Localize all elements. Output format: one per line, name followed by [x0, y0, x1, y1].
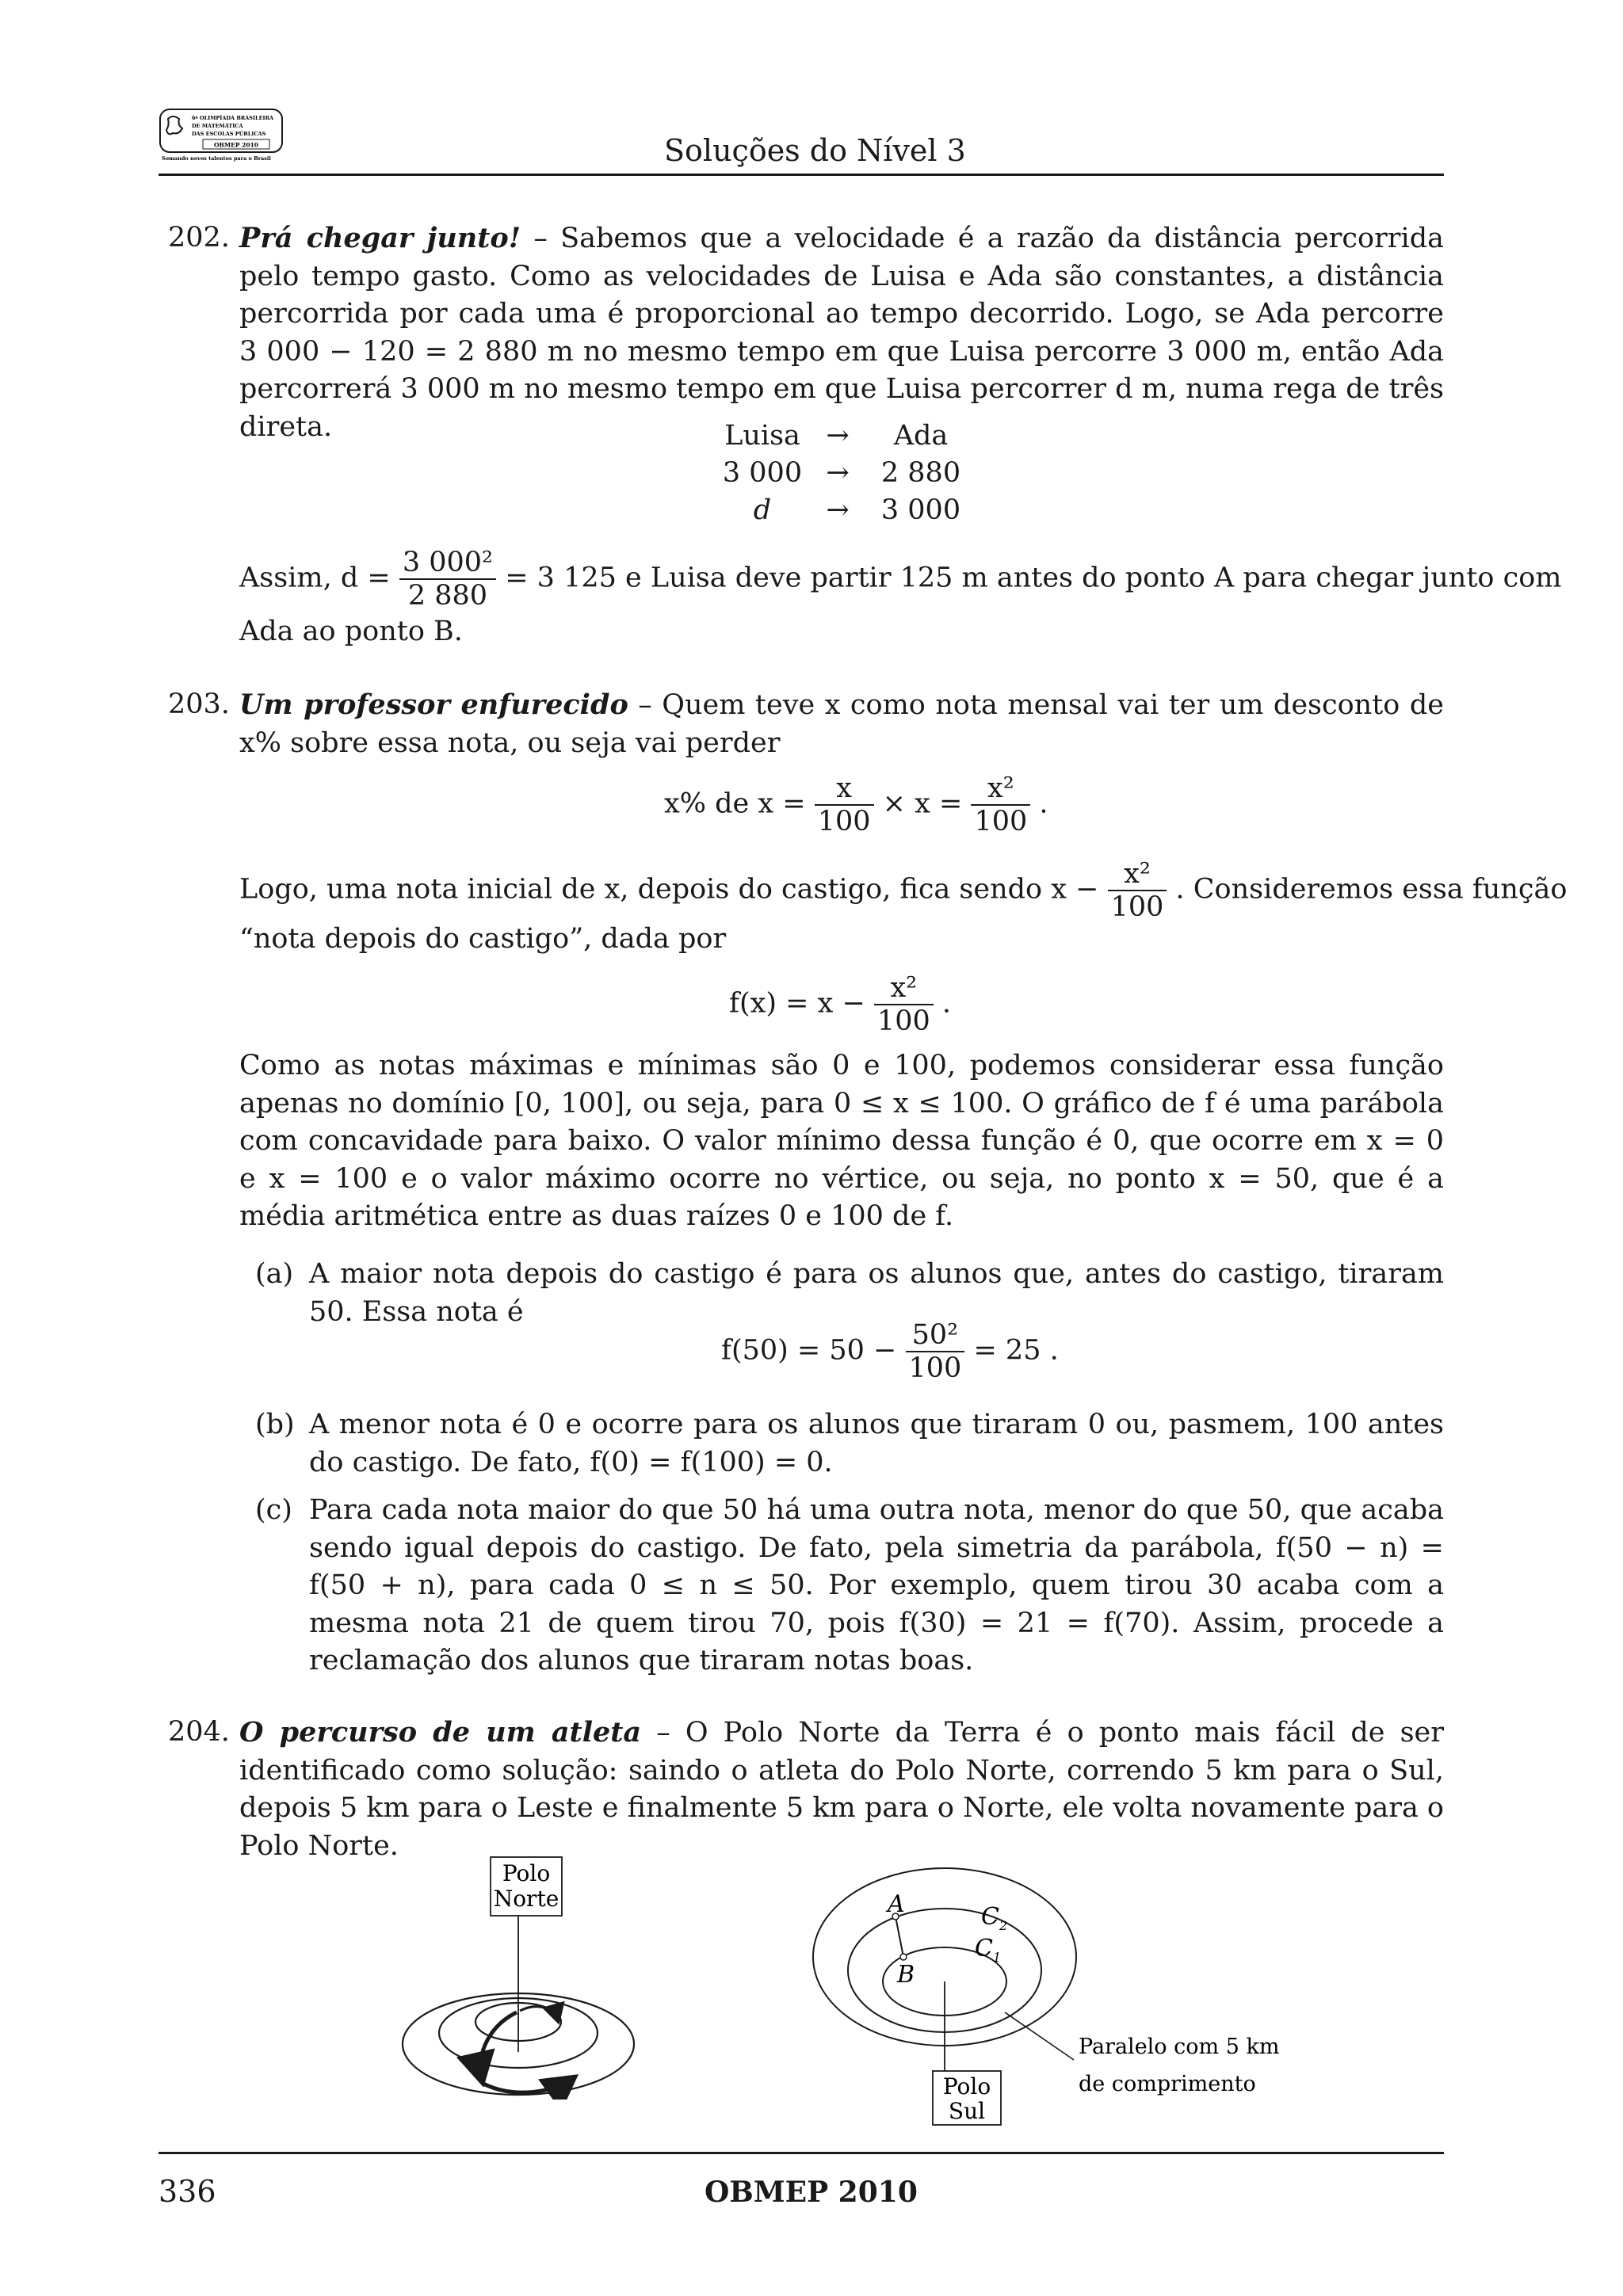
- fraction: [399, 547, 496, 612]
- label-c1-letter: C: [975, 1935, 993, 1962]
- fraction: [874, 972, 934, 1037]
- assim-equation: [239, 547, 1561, 612]
- fraction-denominator: 100: [908, 1352, 962, 1384]
- rt-cell: Luisa: [724, 420, 800, 452]
- label-c2: [981, 1903, 1007, 1933]
- item-text: A maior nota depois do castigo é para os alunos que, antes do castigo, tiraram 50. Essa nota é: [309, 1258, 1444, 1328]
- problem-title: O percurso de um atleta: [239, 1716, 642, 1749]
- rt-cell: 3 000: [880, 494, 961, 526]
- logo-line-2: “nota depois do castigo”, dada por: [239, 923, 727, 955]
- pole-label-line-1: Polo: [502, 1860, 551, 1886]
- item-text: Para cada nota maior do que 50 há uma outra nota, menor do que 50, que acaba sendo igual depois do castigo. De fato, pela simetria da parábola, f(50 − n) = f(50 + n), para cada 0 ≤ n ≤ 50. Por exemplo, quem tirou 30 acaba com a mesma nota 21 de quem tirou 70, pois f(30) = 21 = f(70). Assim, procede a reclamação dos alunos que tiraram notas boas.: [309, 1494, 1444, 1676]
- rt-cell: 3 000: [722, 457, 803, 489]
- eq-left: f(50) = 50 −: [721, 1334, 897, 1367]
- pole-label-line-2: Norte: [493, 1886, 559, 1912]
- rt-arrow: →: [826, 420, 850, 452]
- rt-arrow: →: [826, 457, 850, 489]
- assim-prefix: Assim, d =: [239, 562, 391, 594]
- equation-f50: [721, 1319, 1059, 1384]
- logo-tagline: Somando novos talentos para o Brasil: [162, 155, 271, 162]
- fraction-numerator: x²: [1108, 858, 1167, 891]
- problem-number: 204.: [168, 1716, 230, 1748]
- fraction: [971, 772, 1030, 837]
- assim-line-2: Ada ao ponto B.: [239, 616, 463, 647]
- north-path-arrow: [520, 2007, 558, 2020]
- logo-line-3: DAS ESCOLAS PÚBLICAS: [192, 131, 266, 137]
- logo-text-b: . Consideremos essa função: [1175, 873, 1568, 906]
- label-c2-letter: C: [981, 1903, 999, 1931]
- eq-end: = 25 .: [973, 1334, 1059, 1367]
- header-rule: [158, 174, 1444, 176]
- problem-number: 203.: [168, 688, 230, 720]
- equation-x-percent: [664, 772, 1048, 837]
- segment-ab: [896, 1917, 903, 1957]
- eq-mid: × x =: [882, 788, 963, 820]
- logo-text-a: Logo, uma nota inicial de x, depois do castigo, fica sendo x −: [239, 873, 1099, 906]
- fraction-numerator: 3 000²: [399, 547, 496, 580]
- logo-sentence: [239, 858, 1567, 923]
- rt-arrow: →: [826, 494, 850, 526]
- pole-label-line-1: Polo: [942, 2073, 991, 2100]
- problem-title: Prá chegar junto!: [239, 222, 521, 254]
- problem-number: 202.: [168, 222, 230, 254]
- fraction: [815, 772, 874, 837]
- north-pole-figure: [396, 1854, 666, 2100]
- como-paragraph: Como as notas máximas e mínimas são 0 e 100, podemos considerar essa função apenas no domínio [0, 100], ou seja, para 0 ≤ x ≤ 100. O gráfico de f é uma parábola com concavidade para baixo. O valor mínimo dessa função é 0, que ocorre em x = 0 e x = 100 e o valor máximo ocorre no vértice, ou seja, no ponto x = 50, que é a média aritmética entre as duas raízes 0 e 100 de f.: [239, 1050, 1444, 1232]
- label-b: B: [897, 1961, 915, 1989]
- callout-leader-line: [1005, 2012, 1074, 2060]
- problem-body: – Quem teve x como nota mensal vai ter um desconto de x% sobre essa nota, ou seja vai perder: [239, 689, 1444, 759]
- page-number: 336: [158, 2174, 216, 2209]
- footer-title: OBMEP 2010: [705, 2176, 918, 2209]
- item-label: (c): [255, 1494, 292, 1526]
- logo-line-2: DE MATEMÁTICA: [192, 123, 243, 129]
- problem-title: Um professor enfurecido: [239, 688, 628, 721]
- fraction-numerator: 50²: [906, 1319, 965, 1352]
- label-c2-sub: 2: [999, 1918, 1008, 1933]
- point-b: [900, 1954, 907, 1960]
- fraction-denominator: 2 880: [407, 580, 488, 612]
- logo-line-1: 6ª OLIMPÍADA BRASILEIRA: [192, 115, 274, 121]
- label-c1-sub: 1: [992, 1950, 1002, 1965]
- eq-end: .: [1039, 788, 1048, 820]
- footer-rule: [158, 2152, 1444, 2154]
- problem-text: [239, 1714, 1444, 1865]
- south-pole-figure: [800, 1862, 1308, 2139]
- rt-cell: Ada: [893, 420, 949, 452]
- label-c1: [975, 1935, 1001, 1965]
- problem-body: – Sabemos que a velocidade é a razão da distância percorrida pelo tempo gasto. Como as velocidades de Luisa e Ada são constantes, a distância percorrida por cada uma é proporcional ao tempo decorrido. Logo, se Ada percorre 3 000 − 120 = 2 880 m no mesmo tempo em que Luisa percorre 3 000 m, então Ada percorrerá 3 000 m no mesmo tempo em que Luisa percorrer d m, numa rega de três direta.: [239, 223, 1444, 443]
- eq-end: .: [941, 987, 952, 1020]
- obmep-logo: [158, 108, 287, 163]
- rule-of-three-table: [719, 418, 972, 529]
- logo-line-4: OBMEP 2010: [213, 141, 259, 149]
- rt-cell: d: [753, 494, 772, 526]
- fraction: [1108, 858, 1167, 923]
- fraction: [906, 1319, 965, 1384]
- page-header-title: Soluções do Nível 3: [664, 133, 966, 168]
- eq-left: x% de x =: [664, 788, 806, 820]
- rt-cell: 2 880: [880, 457, 961, 489]
- problem-text: [239, 686, 1444, 762]
- fraction-denominator: 100: [876, 1005, 930, 1037]
- item-label: (b): [255, 1409, 295, 1440]
- south-path-arrow: [480, 2012, 517, 2080]
- fraction-denominator: 100: [1110, 891, 1164, 923]
- item-label: (a): [255, 1258, 294, 1290]
- eq-left: f(x) = x −: [729, 987, 865, 1020]
- fraction-denominator: 100: [817, 806, 871, 837]
- item-text: A menor nota é 0 e ocorre para os alunos que tiraram 0 ou, pasmem, 100 antes do castigo. De fato, f(0) = f(100) = 0.: [309, 1409, 1444, 1478]
- equation-f-of-x: [729, 972, 951, 1037]
- callout-line-2: de comprimento: [1079, 2072, 1256, 2096]
- east-path-arrow: [483, 2079, 572, 2092]
- label-a: A: [888, 1890, 905, 1918]
- assim-suffix: = 3 125 e Luisa deve partir 125 m antes do ponto A para chegar junto com: [505, 562, 1562, 594]
- callout-line-1: Paralelo com 5 km: [1079, 2035, 1280, 2059]
- problem-text: [239, 219, 1444, 446]
- fraction-numerator: x²: [874, 972, 934, 1005]
- pole-label-line-2: Sul: [948, 2098, 986, 2124]
- fraction-denominator: 100: [974, 806, 1028, 837]
- problem-body: – O Polo Norte da Terra é o ponto mais fácil de ser identificado como solução: saindo o atleta do Polo Norte, correndo 5 km para o Sul, depois 5 km para o Leste e finalmente 5 km para o Norte, ele volta novamente para o Polo Norte.: [239, 1717, 1445, 1862]
- fraction-numerator: x²: [971, 772, 1030, 806]
- fraction-numerator: x: [815, 772, 874, 806]
